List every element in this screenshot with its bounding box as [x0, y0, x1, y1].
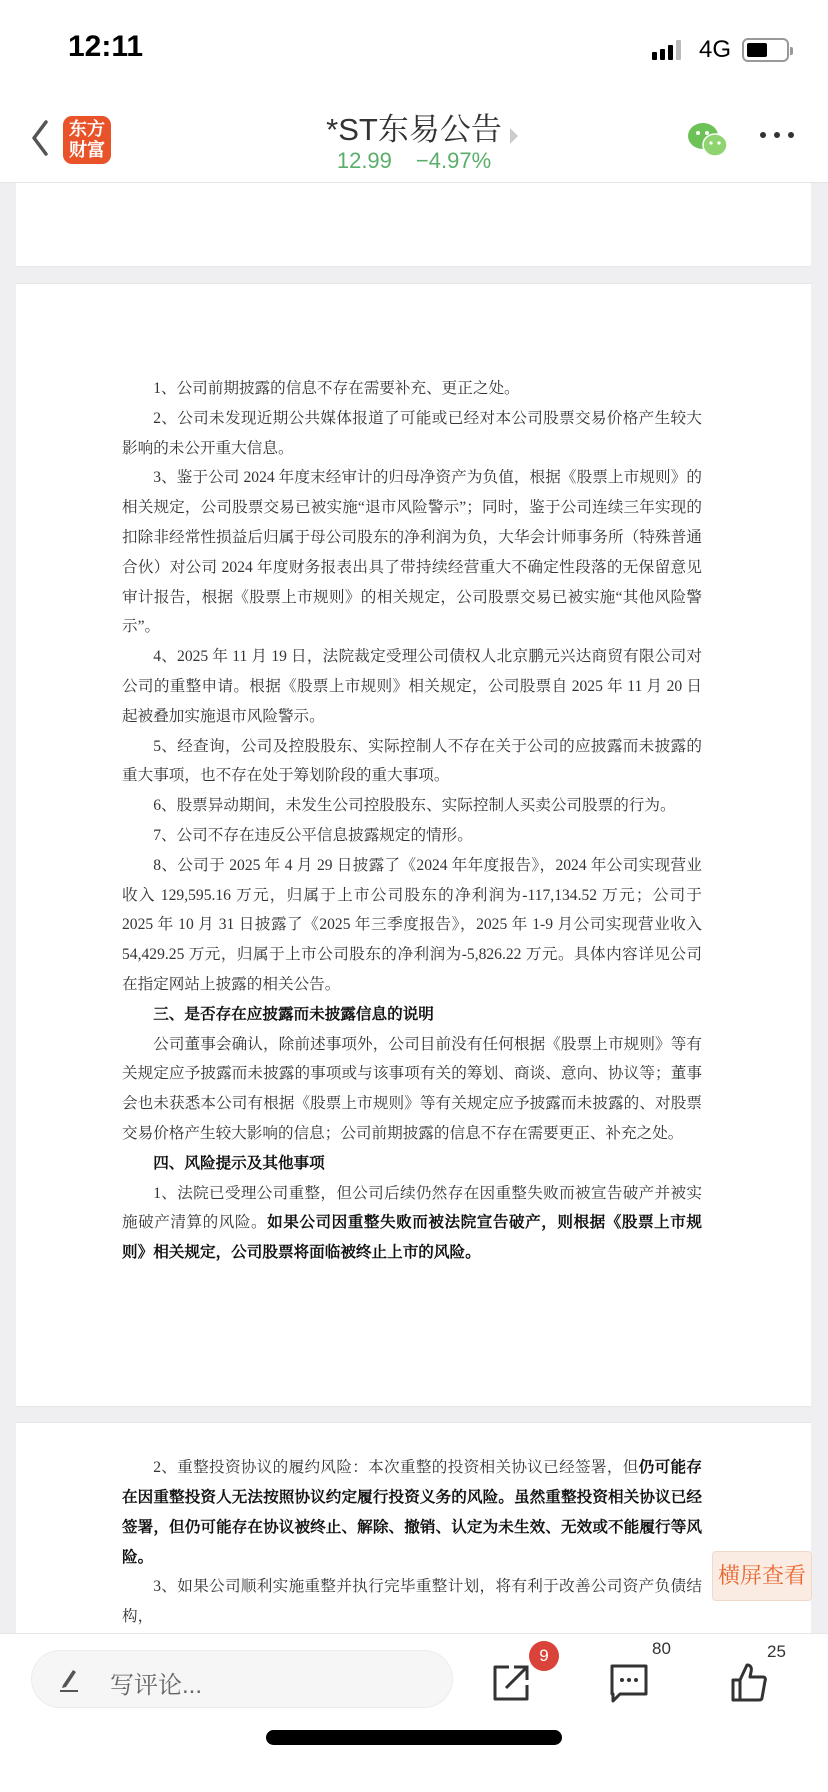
landscape-view-button[interactable]: 横屏查看: [712, 1551, 812, 1601]
pencil-icon: [58, 1667, 82, 1693]
paragraph: 5、经查询，公司及控股股东、实际控制人不存在关于公司的应披露而未披露的重大事项，也不存在处于筹划阶段的重大事项。: [122, 737, 702, 785]
bottom-action-bar: [0, 1633, 828, 1792]
paragraph: 1、公司前期披露的信息不存在需要补充、更正之处。: [153, 380, 520, 397]
paragraph: 3、如果公司顺利实施重整并执行完毕重整计划，将有利于改善公司资产负债结构，: [122, 1578, 702, 1626]
like-thumbs-up-icon[interactable]: [727, 1660, 771, 1704]
document-text: [122, 374, 702, 1268]
comment-count: 80: [652, 1639, 671, 1658]
logo-text-1: 东方: [69, 119, 105, 139]
paragraph-text: 2、重整投资协议的履约风险：本次重整的投资相关协议已经签署，但: [153, 1459, 639, 1477]
status-bar: [0, 0, 828, 100]
paragraph: 7、公司不存在违反公平信息披露规定的情形。: [153, 826, 473, 844]
section-heading: 三、是否存在应披露而未披露信息的说明: [153, 1005, 434, 1023]
page-title: *ST东易公告: [326, 112, 502, 147]
paragraph: 公司董事会确认，除前述事项外，公司目前没有任何根据《股票上市规则》等有关规定应予披露而未披露的事项或与该事项有关的筹划、商谈、意向、协议等；董事会也未获悉本公司有根据《股票上市规则》等有关规定应予披露而未披露的、对股票交易价格产生较大影响的信息；公司前期披露的信息不存在需要更正、补充之处。: [122, 1035, 702, 1142]
paragraph-text: 1、法院已受理公司重整，但公司后续仍然存在因重整失败而被宣告破产并被实施破产清算的风险。: [122, 1184, 702, 1232]
network-type: 4G: [699, 36, 732, 63]
status-time: 12:11: [68, 30, 144, 63]
comment-placeholder: 写评论...: [110, 1672, 203, 1699]
share-icon[interactable]: [489, 1660, 533, 1704]
nav-header: [0, 100, 828, 183]
share-badge: 9: [529, 1641, 559, 1671]
paragraph: 3、鉴于公司 2024 年度末经审计的归母净资产为负值，根据《股票上市规则》的相关规定，公司股票交易已被实施“退市风险警示”；同时，鉴于公司连续三年实现的扣除非经常性损益后归属于母公司股东的净利润为负，大华会计师事务所（特殊普通合伙）对公司 2024 年度财务报表出具了带持续经营重大不确定性段落的无保留意见审计报告，根据《股票上市规则》的相关规定，公司股票交易已被实施“其他风险警示”。: [122, 469, 702, 636]
document-text: [122, 1453, 702, 1632]
paragraph-bold-text: 如果公司因重整失败而被法院宣告破产，则根据《股票上市规则》相关规定，公司股票将面临被终止上市的风险。: [122, 1214, 702, 1262]
comment-icon[interactable]: [607, 1660, 651, 1704]
paragraph: [122, 1179, 702, 1268]
paragraph: [122, 1453, 702, 1572]
wechat-share-icon[interactable]: [686, 120, 730, 160]
paragraph: 6、股票异动期间，未发生公司控股股东、实际控制人买卖公司股票的行为。: [153, 797, 676, 815]
document-page-2: [16, 284, 811, 1406]
comment-input[interactable]: [31, 1650, 453, 1708]
stock-change: −4.97%: [415, 148, 492, 173]
like-count: 25: [767, 1642, 786, 1661]
battery-icon: [742, 38, 789, 62]
caret-right-icon: [510, 128, 518, 144]
home-indicator[interactable]: [266, 1730, 562, 1745]
section-heading: 四、风险提示及其他事项: [153, 1154, 325, 1172]
paragraph: 2、公司未发现近期公共媒体报道了可能或已经对本公司股票交易价格产生较大影响的未公开重大信息。: [122, 409, 702, 457]
document-page-3: [16, 1423, 811, 1633]
document-viewer[interactable]: [16, 183, 811, 1633]
paragraph-bold-text: 仍可能存在因重整投资人无法按照协议约定履行投资义务的风险。虽然重整投资相关协议已经签署，但仍可能存在协议被终止、解除、撤销、认定为未生效、无效或不能履行等风险。: [122, 1459, 702, 1566]
more-menu-icon[interactable]: [760, 132, 794, 144]
logo-text-2: 财富: [69, 140, 105, 160]
paragraph: 8、公司于 2025 年 4 月 29 日披露了《2024 年年度报告》，2024 年公司实现营业收入 129,595.16 万元，归属于上市公司股东的净利润为-117,134.52 万元；公司于 2025 年 10 月 31 日披露了《2025 年三季度报告》，2025 年 1-9 月公司实现营业收入 54,429.25 万元，归属于上市公司股东的净利润为-5,826.22 万元。具体内容详见公司在指定网站上披露的相关公告。: [122, 856, 702, 993]
signal-icon: [652, 40, 681, 60]
stock-price: 12.99: [336, 148, 392, 173]
document-page-1: [16, 183, 811, 266]
paragraph: 4、2025 年 11 月 19 日，法院裁定受理公司债权人北京鹏元兴达商贸有限公司对公司的重整申请。根据《股票上市规则》相关规定，公司股票自 2025 年 11 月 20 日起被叠加实施退市风险警示。: [122, 648, 702, 725]
